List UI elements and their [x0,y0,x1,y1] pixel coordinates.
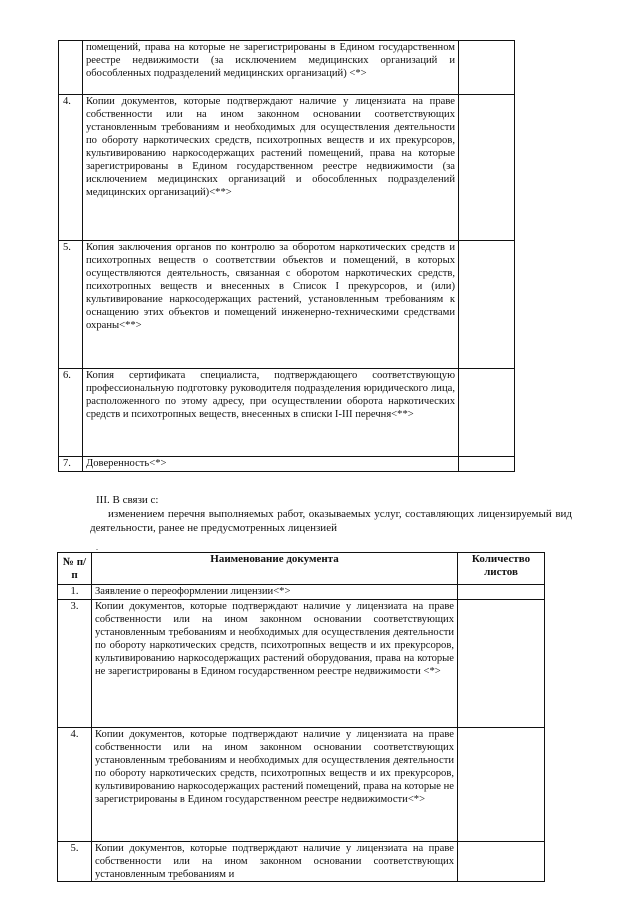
table-header-row [58,553,545,585]
row-sheet-count [458,585,545,600]
table-row [58,585,545,600]
row-number: 7. [59,457,83,472]
table-row [59,41,515,95]
row-sheet-count [459,241,515,369]
table-row [58,728,545,842]
row-document-name: Копии документов, которые подтверждают наличие у лицензиата на праве собственности или на ином законном основании соответствующих установленным требованиям и необходимых для осуществления деятельности по обороту наркотических средств, психотропных веществ и их прекурсоров, культивированию наркосодержащих растений помещений, права на которые зарегистрированы в Едином государственном реестре недвижимости (за исключением медицинских организаций и обособленных подразделений медицинских организаций)<**> [83,95,459,241]
row-document-name: Копии документов, которые подтверждают наличие у лицензиата на праве собственности или на ином законном основании соответствующих установленным требованиям и необходимых для осуществления деятельности по обороту наркотических средств, психотропных веществ и их прекурсоров, культивированию наркосодержащих растений оборудования, права на которые не зарегистрированы в Едином государственном реестре недвижимости <*> [92,600,458,728]
column-header-quantity: Количество листов [458,553,545,585]
row-document-name: Копии документов, которые подтверждают наличие у лицензиата на праве собственности или на ином законном основании соответствующих установленным требованиям и [92,842,458,882]
section-text: изменением перечня выполняемых работ, оказываемых услуг, составляющих лицензируемый вид деятельности, ранее не предусмотренных лицензией [90,508,572,534]
table-row [59,457,515,472]
section-three [72,493,572,535]
row-number: 6. [59,369,83,457]
row-sheet-count [459,457,515,472]
row-number [59,41,83,95]
row-document-name: Заявление о переоформлении лицензии<*> [92,585,458,600]
table-row [58,600,545,728]
row-document-name: Копия заключения органов по контролю за оборотом наркотических средств и психотропных веществ о соответствии объектов и помещений, в которых осуществляются деятельность, связанная с оборотом наркотических средств, психотропных веществ и внесенных в Список I прекурсоров, и (или) культивирование наркосодержащих растений, установленным требованиям к оснащению этих объектов и помещений инженерно-техническими средствами охраны<**> [83,241,459,369]
row-number: 3. [58,600,92,728]
row-sheet-count [458,842,545,882]
row-sheet-count [459,41,515,95]
decorative-dot: . [96,543,98,552]
row-document-name: помещений, права на которые не зарегистрированы в Едином государственном реестре недвижимости (за исключением медицинских организаций и обособленных подразделений медицинских организаций) <*> [83,41,459,95]
documents-table-continued [58,40,515,472]
table-row [59,241,515,369]
table-row [58,842,545,882]
column-header-name: Наименование документа [92,553,458,585]
row-document-name: Копия сертификата специалиста, подтверждающего соответствующую профессиональную подготовку руководителя подразделения юридического лица, расположенного по этому адресу, при осуществлении оборота наркотических средств и психотропных веществ, внесенных в списки I-III перечня<**> [83,369,459,457]
documents-table [57,552,545,882]
row-number: 1. [58,585,92,600]
row-document-name: Доверенность<*> [83,457,459,472]
column-header-number: № п/п [58,553,92,585]
table-row [59,95,515,241]
row-number: 5. [59,241,83,369]
row-document-name: Копии документов, которые подтверждают наличие у лицензиата на праве собственности или на ином законном основании соответствующих установленным требованиям и необходимых для осуществления деятельности по обороту наркотических средств, психотропных веществ и их прекурсоров, культивированию наркосодержащих растений помещений, права на которые не зарегистрированы в Едином государственном реестре недвижимости<*> [92,728,458,842]
row-number: 5. [58,842,92,882]
row-number: 4. [58,728,92,842]
row-sheet-count [458,728,545,842]
section-heading: III. В связи с: [96,494,159,506]
table-row [59,369,515,457]
row-sheet-count [458,600,545,728]
row-sheet-count [459,369,515,457]
row-number: 4. [59,95,83,241]
row-sheet-count [459,95,515,241]
